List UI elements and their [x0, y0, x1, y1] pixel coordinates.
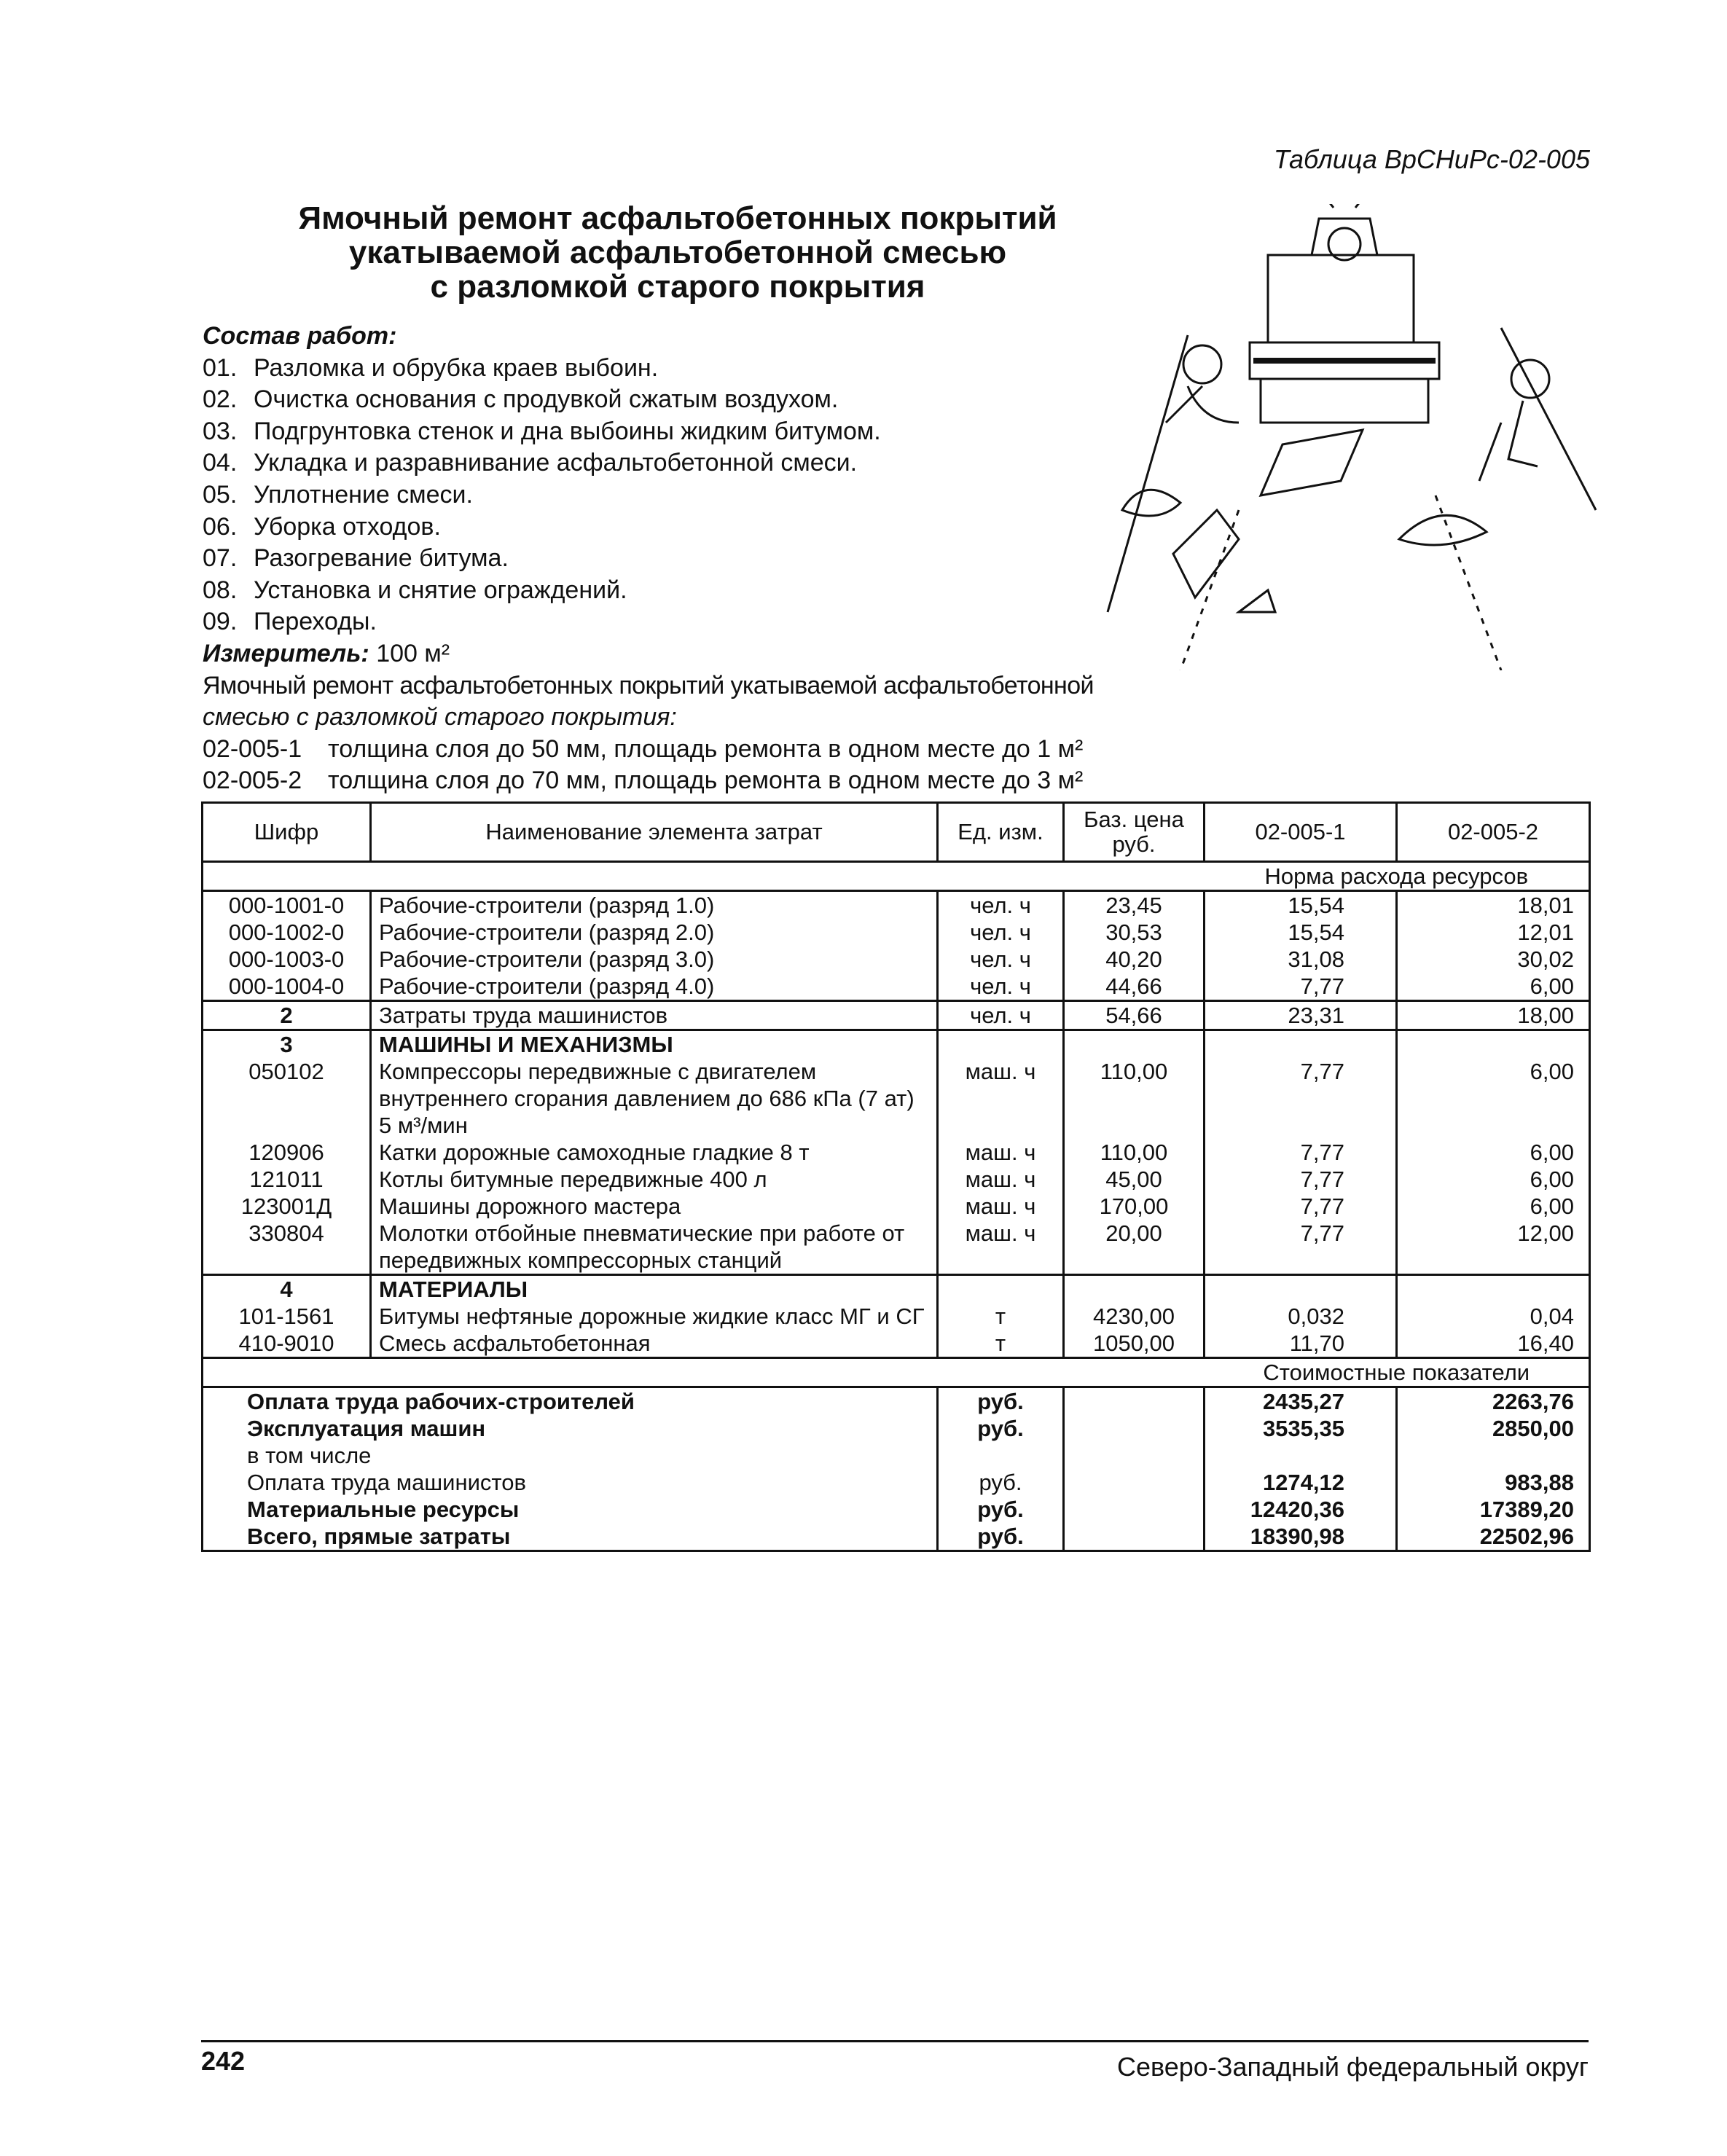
row-name: Затраты труда машинистов [371, 1001, 938, 1030]
section-costs-label: Стоимостные показатели [1205, 1358, 1590, 1387]
row-price: 23,45 [1064, 891, 1205, 920]
table-row [203, 1058, 1590, 1139]
row-price: 110,00 [1064, 1058, 1205, 1139]
row-code: 121011 [203, 1166, 371, 1193]
work-item-number: 09. [203, 608, 238, 636]
work-item-text: Укладка и разравнивание асфальтобетонной смеси. [254, 449, 858, 477]
work-item [203, 447, 1201, 479]
totals-row [203, 1442, 1590, 1469]
work-item [203, 543, 1201, 575]
totals-unit: руб. [938, 1496, 1064, 1523]
row-code: 000-1003-0 [203, 946, 371, 973]
row-value-2: 6,00 [1397, 1193, 1590, 1220]
meter-line [203, 638, 1201, 670]
row-value-2 [1397, 1275, 1590, 1304]
table-header-row [203, 803, 1590, 862]
table-row [203, 1220, 1590, 1275]
row-unit [938, 1030, 1064, 1059]
table-row [203, 1193, 1590, 1220]
row-price [1064, 1030, 1205, 1059]
page-title [204, 201, 1151, 304]
table-row [203, 1166, 1590, 1193]
row-unit: чел. ч [938, 1001, 1064, 1030]
row-price: 110,00 [1064, 1139, 1205, 1166]
variant-text: толщина слоя до 70 мм, площадь ремонта в одном месте до 3 м² [328, 767, 1084, 795]
work-item [203, 575, 1201, 607]
header-name: Наименование элемента затрат [371, 803, 938, 862]
row-unit: чел. ч [938, 919, 1064, 946]
row-price: 40,20 [1064, 946, 1205, 973]
totals-value-2: 22502,96 [1397, 1523, 1590, 1551]
header-col2: 02-005-2 [1397, 803, 1590, 862]
row-name: Машины дорожного мастера [371, 1193, 938, 1220]
row-value-2: 6,00 [1397, 973, 1590, 1001]
work-item [203, 606, 1201, 638]
row-value-1 [1205, 1030, 1397, 1059]
row-name: Рабочие-строители (разряд 4.0) [371, 973, 938, 1001]
table-row [203, 1275, 1590, 1304]
header-col1: 02-005-1 [1205, 803, 1397, 862]
row-value-1: 11,70 [1205, 1330, 1397, 1358]
work-item-number: 01. [203, 353, 238, 382]
totals-label: Эксплуатация машин [203, 1415, 938, 1442]
row-value-2: 12,01 [1397, 919, 1590, 946]
variant-line [203, 734, 1201, 766]
row-name: Котлы битумные передвижные 400 л [371, 1166, 938, 1193]
totals-price [1064, 1387, 1205, 1416]
road-roller-illustration [1093, 204, 1603, 670]
totals-value-2: 17389,20 [1397, 1496, 1590, 1523]
totals-unit: руб. [938, 1469, 1064, 1496]
work-item [203, 384, 1201, 416]
row-value-1: 0,032 [1205, 1303, 1397, 1330]
work-item-text: Уплотнение смеси. [254, 480, 473, 509]
title-line: с разломкой старого покрытия [430, 269, 925, 305]
row-value-2: 30,02 [1397, 946, 1590, 973]
row-unit: маш. ч [938, 1139, 1064, 1166]
row-value-1: 15,54 [1205, 919, 1397, 946]
work-item-number: 05. [203, 480, 238, 509]
row-unit: маш. ч [938, 1166, 1064, 1193]
section-spacer [203, 1358, 1205, 1387]
row-value-2: 18,00 [1397, 1001, 1590, 1030]
work-item [203, 416, 1201, 448]
row-code: 2 [203, 1001, 371, 1030]
row-code: 123001Д [203, 1193, 371, 1220]
row-price: 170,00 [1064, 1193, 1205, 1220]
row-value-2: 0,04 [1397, 1303, 1590, 1330]
row-value-2: 6,00 [1397, 1058, 1590, 1139]
row-code: 000-1002-0 [203, 919, 371, 946]
work-item [203, 511, 1201, 544]
row-value-1: 23,31 [1205, 1001, 1397, 1030]
totals-value-1: 12420,36 [1205, 1496, 1397, 1523]
row-code: 101-1561 [203, 1303, 371, 1330]
row-name: Рабочие-строители (разряд 3.0) [371, 946, 938, 973]
totals-label: в том числе [203, 1442, 938, 1469]
row-code: 330804 [203, 1220, 371, 1275]
row-value-2: 16,40 [1397, 1330, 1590, 1358]
row-code: 4 [203, 1275, 371, 1304]
table-row [203, 946, 1590, 973]
totals-value-1: 2435,27 [1205, 1387, 1397, 1416]
table-row [203, 919, 1590, 946]
row-value-1: 7,77 [1205, 1220, 1397, 1275]
footer-region: Северо-Западный федеральный округ [1116, 2052, 1589, 2082]
section-row [203, 1358, 1590, 1387]
row-name: Компрессоры передвижные с двигателем внутреннего сгорания давлением до 686 кПа (7 ат) 5 м³/мин [371, 1058, 938, 1139]
totals-unit: руб. [938, 1523, 1064, 1551]
row-unit: маш. ч [938, 1220, 1064, 1275]
work-item-number: 04. [203, 449, 238, 477]
row-value-1: 7,77 [1205, 1058, 1397, 1139]
row-value-1: 7,77 [1205, 1139, 1397, 1166]
meter-label: Измеритель: [203, 639, 369, 667]
row-code: 000-1001-0 [203, 891, 371, 920]
works-list [203, 353, 1201, 638]
row-value-1: 31,08 [1205, 946, 1397, 973]
row-value-2: 18,01 [1397, 891, 1590, 920]
work-item-number: 02. [203, 385, 238, 414]
row-price: 1050,00 [1064, 1330, 1205, 1358]
work-item-text: Разломка и обрубка краев выбоин. [254, 353, 659, 382]
variant-line [203, 765, 1201, 797]
work-item [203, 479, 1201, 511]
totals-row [203, 1415, 1590, 1442]
work-item-text: Переходы. [254, 608, 377, 636]
row-unit: т [938, 1330, 1064, 1358]
row-name: Молотки отбойные пневматические при работе от передвижных компрессорных станций [371, 1220, 938, 1275]
work-item-number: 07. [203, 544, 238, 573]
totals-row [203, 1469, 1590, 1496]
totals-label: Оплата труда рабочих-строителей [203, 1387, 938, 1416]
row-unit [938, 1275, 1064, 1304]
totals-price [1064, 1469, 1205, 1496]
row-code: 120906 [203, 1139, 371, 1166]
row-price: 45,00 [1064, 1166, 1205, 1193]
row-price: 54,66 [1064, 1001, 1205, 1030]
totals-price [1064, 1496, 1205, 1523]
row-name: Битумы нефтяные дорожные жидкие класс МГ и СГ [371, 1303, 938, 1330]
table-row [203, 1139, 1590, 1166]
page-number: 242 [201, 2046, 246, 2076]
totals-value-1: 1274,12 [1205, 1469, 1397, 1496]
row-value-1: 15,54 [1205, 891, 1397, 920]
table-row [203, 1030, 1590, 1059]
meter-value: 100 м² [376, 639, 450, 667]
title-line: укатываемой асфальтобетонной смесью [348, 235, 1007, 270]
totals-price [1064, 1523, 1205, 1551]
row-value-1: 7,77 [1205, 1193, 1397, 1220]
row-name: Рабочие-строители (разряд 1.0) [371, 891, 938, 920]
row-value-2 [1397, 1030, 1590, 1059]
table-row [203, 973, 1590, 1001]
table-identifier: Таблица ВрСНиРс-02-005 [1273, 144, 1590, 174]
row-price [1064, 1275, 1205, 1304]
totals-unit: руб. [938, 1415, 1064, 1442]
row-unit: чел. ч [938, 891, 1064, 920]
totals-value-2: 2850,00 [1397, 1415, 1590, 1442]
work-item [203, 353, 1201, 385]
row-name: Катки дорожные самоходные гладкие 8 т [371, 1139, 938, 1166]
footer-rule [201, 2040, 1589, 2042]
row-value-1: 7,77 [1205, 973, 1397, 1001]
work-item-text: Подгрунтовка стенок и дна выбоины жидким битумом. [254, 417, 881, 445]
row-price: 4230,00 [1064, 1303, 1205, 1330]
row-value-2: 6,00 [1397, 1166, 1590, 1193]
totals-unit: руб. [938, 1387, 1064, 1416]
works-heading: Состав работ: [203, 322, 397, 350]
row-name: Смесь асфальтобетонная [371, 1330, 938, 1358]
totals-row [203, 1523, 1590, 1551]
section-norms-label: Норма расхода ресурсов [1205, 862, 1590, 891]
header-code: Шифр [203, 803, 371, 862]
totals-row [203, 1387, 1590, 1416]
table-row [203, 1001, 1590, 1030]
row-value-1 [1205, 1275, 1397, 1304]
row-value-1: 7,77 [1205, 1166, 1397, 1193]
variant-text: толщина слоя до 50 мм, площадь ремонта в одном месте до 1 м² [328, 734, 1084, 763]
totals-price [1064, 1442, 1205, 1469]
row-name: Рабочие-строители (разряд 2.0) [371, 919, 938, 946]
row-unit: маш. ч [938, 1193, 1064, 1220]
work-item-number: 08. [203, 576, 238, 604]
row-price: 20,00 [1064, 1220, 1205, 1275]
header-price: Баз. цена руб. [1064, 803, 1205, 862]
row-value-2: 6,00 [1397, 1139, 1590, 1166]
work-item-text: Очистка основания с продувкой сжатым воздухом. [254, 385, 839, 414]
row-name: МАШИНЫ И МЕХАНИЗМЫ [371, 1030, 938, 1059]
totals-price [1064, 1415, 1205, 1442]
section-row [203, 862, 1590, 891]
row-name: МАТЕРИАЛЫ [371, 1275, 938, 1304]
row-code: 410-9010 [203, 1330, 371, 1358]
work-item-text: Разогревание битума. [254, 544, 509, 573]
row-code: 050102 [203, 1058, 371, 1139]
row-price: 30,53 [1064, 919, 1205, 946]
resource-table [201, 801, 1591, 1552]
totals-value-2: 983,88 [1397, 1469, 1590, 1496]
variant-code: 02-005-1 [203, 734, 302, 763]
totals-label: Материальные ресурсы [203, 1496, 938, 1523]
totals-label: Оплата труда машинистов [203, 1469, 938, 1496]
row-unit: т [938, 1303, 1064, 1330]
totals-value-1: 3535,35 [1205, 1415, 1397, 1442]
totals-unit [938, 1442, 1064, 1469]
totals-value-1 [1205, 1442, 1397, 1469]
totals-value-1: 18390,98 [1205, 1523, 1397, 1551]
table-body [203, 862, 1590, 1551]
row-unit: чел. ч [938, 973, 1064, 1001]
description-line: Ямочный ремонт асфальтобетонных покрытий укатываемой асфальтобетонной [203, 671, 1094, 699]
table-row [203, 1303, 1590, 1330]
title-line: Ямочный ремонт асфальтобетонных покрытий [298, 200, 1057, 236]
work-item-text: Установка и снятие ограждений. [254, 576, 627, 604]
work-item-number: 03. [203, 417, 238, 445]
totals-row [203, 1496, 1590, 1523]
totals-label: Всего, прямые затраты [203, 1523, 938, 1551]
work-description [203, 321, 1201, 797]
totals-value-2: 2263,76 [1397, 1387, 1590, 1416]
row-unit: чел. ч [938, 946, 1064, 973]
totals-value-2 [1397, 1442, 1590, 1469]
row-code: 000-1004-0 [203, 973, 371, 1001]
row-price: 44,66 [1064, 973, 1205, 1001]
work-item-number: 06. [203, 512, 238, 541]
work-item-text: Уборка отходов. [254, 512, 441, 541]
row-unit: маш. ч [938, 1058, 1064, 1139]
variant-code: 02-005-2 [203, 767, 302, 795]
table-row [203, 1330, 1590, 1358]
header-unit: Ед. изм. [938, 803, 1064, 862]
table-row [203, 891, 1590, 920]
row-value-2: 12,00 [1397, 1220, 1590, 1275]
description-line: смесью с разломкой старого покрытия: [203, 703, 677, 732]
row-code: 3 [203, 1030, 371, 1059]
